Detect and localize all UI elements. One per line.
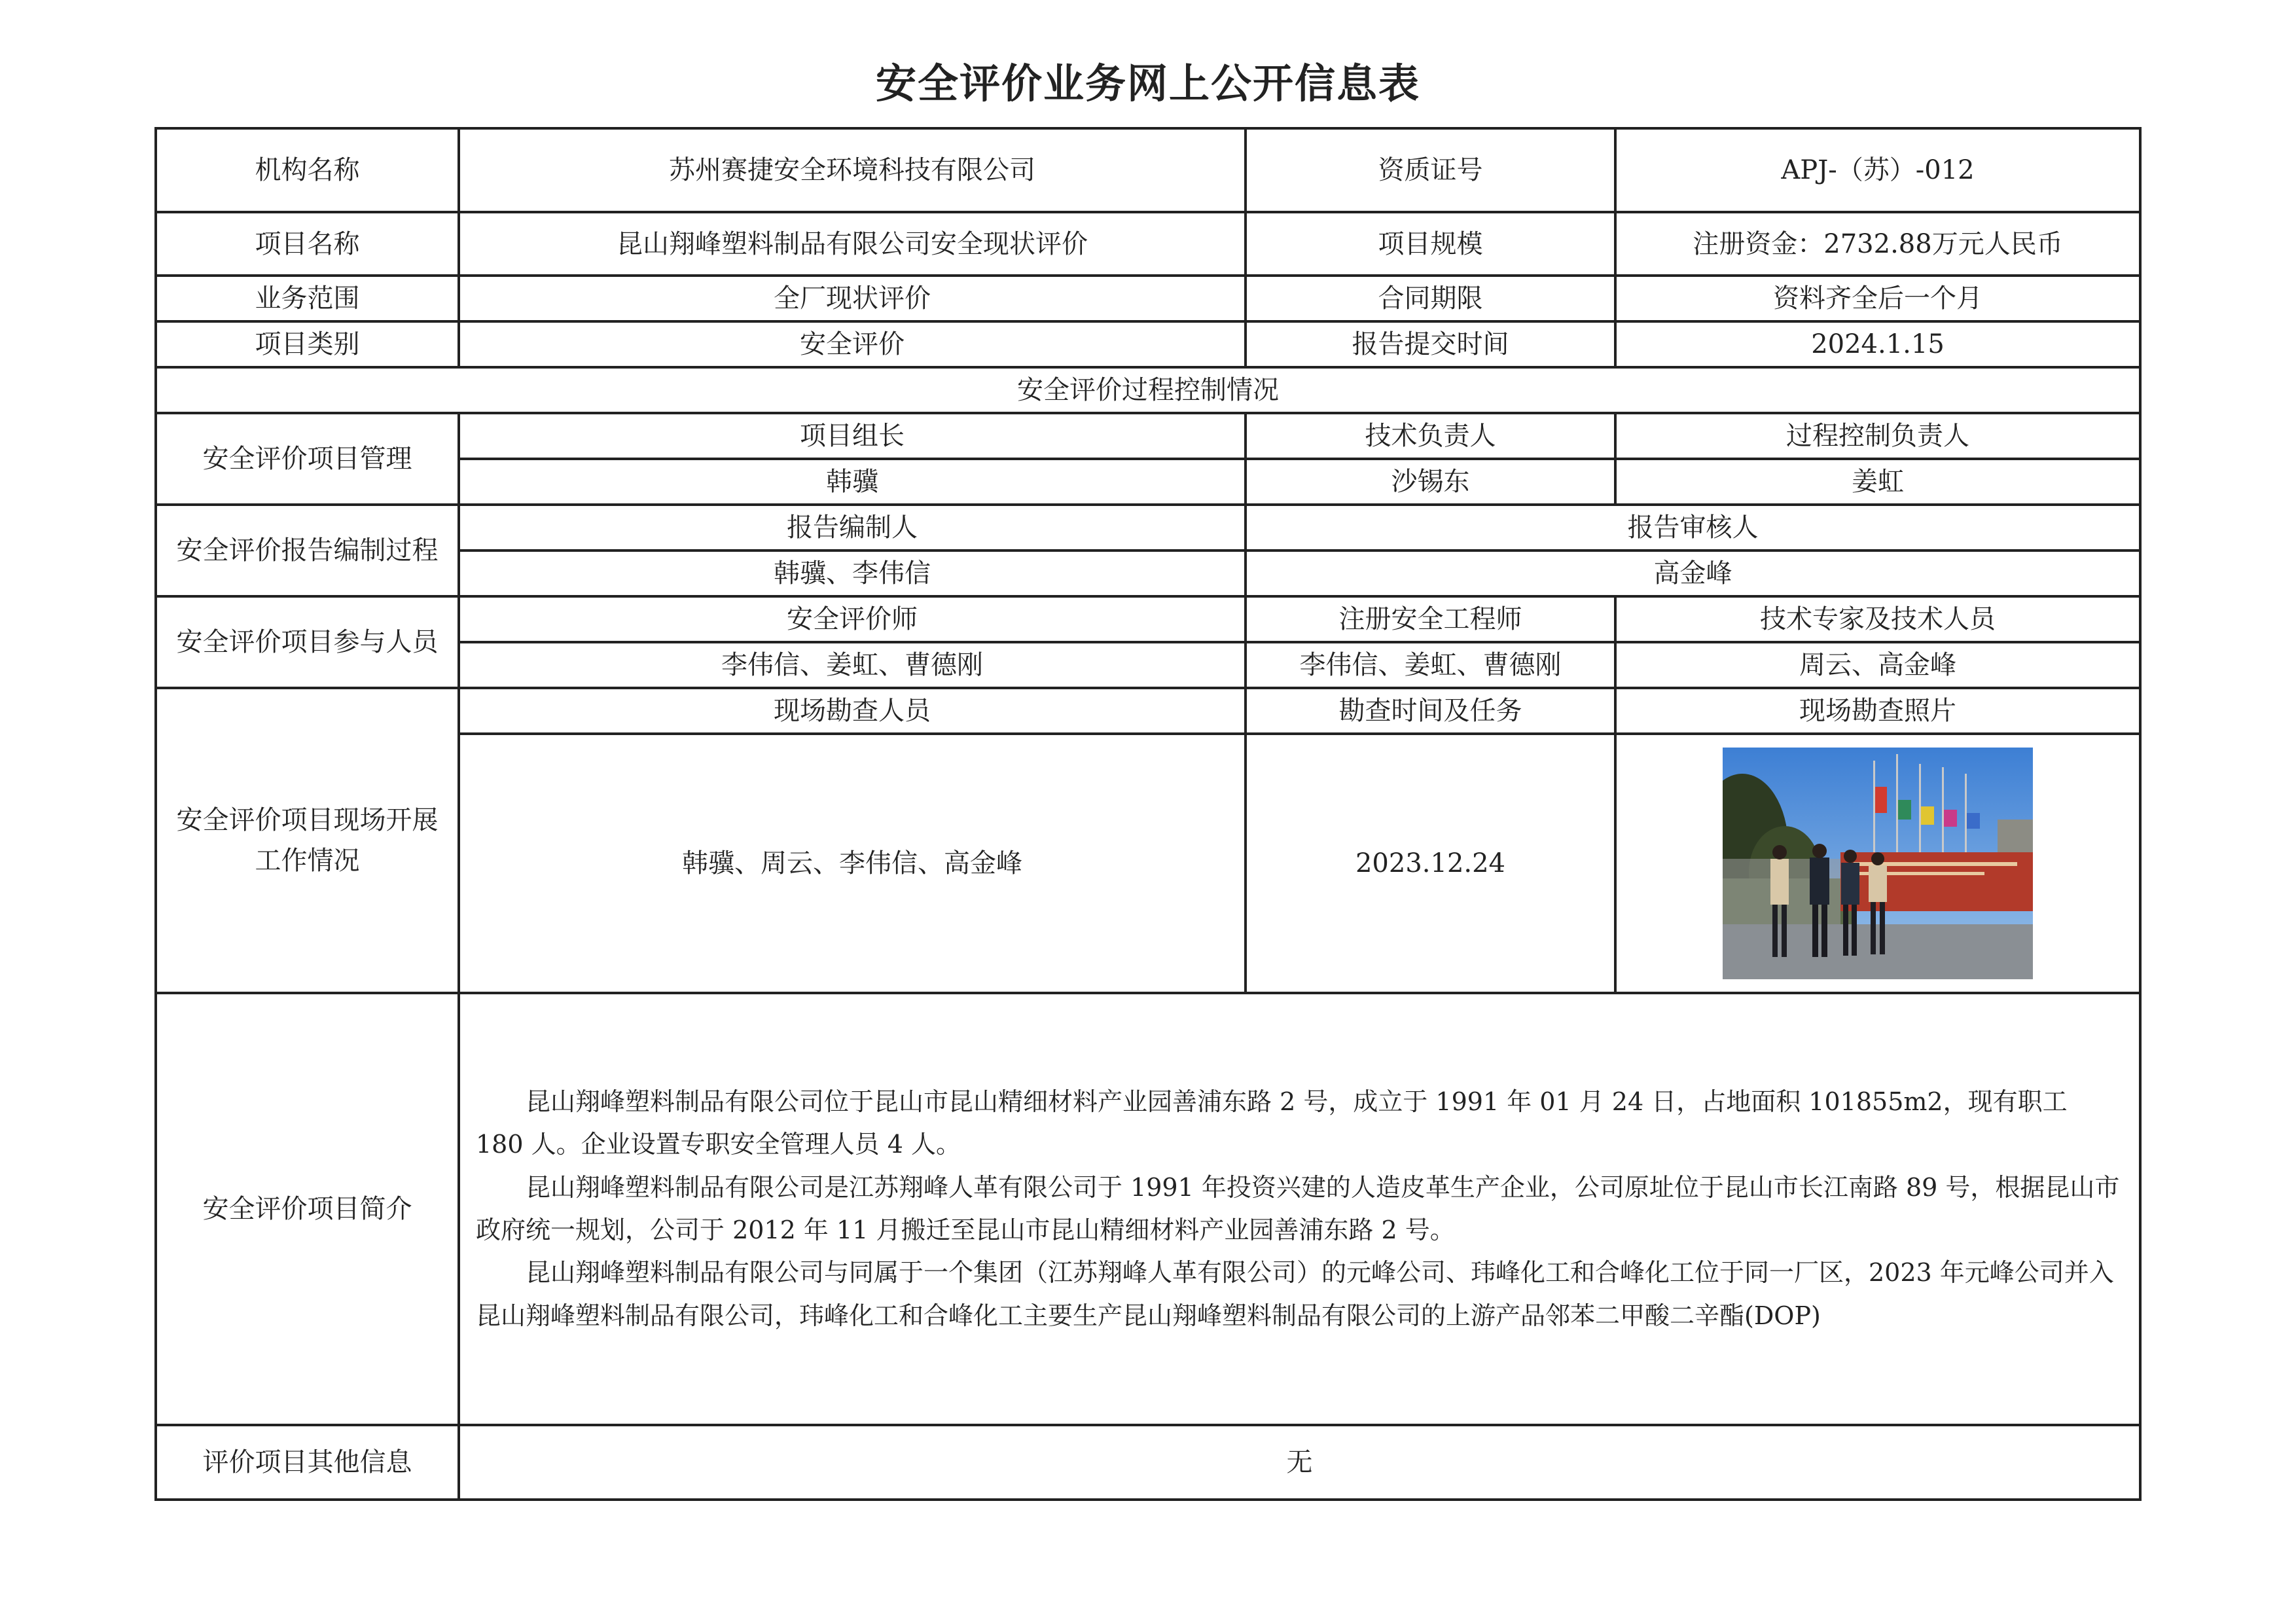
assessor-value: 李伟信、姜虹、曹德刚 (459, 642, 1246, 688)
site-work-label-line2: 工作情况 (255, 846, 360, 876)
report-reviewer-value: 高金峰 (1246, 550, 2140, 596)
project-label: 项目名称 (156, 212, 459, 276)
team-leader-header: 项目组长 (459, 413, 1246, 459)
process-lead-header: 过程控制负责人 (1615, 413, 2140, 459)
tech-lead-value: 沙锡东 (1246, 459, 1615, 505)
org-label: 机构名称 (156, 128, 459, 212)
category-label: 项目类别 (156, 321, 459, 367)
table-row (156, 321, 2140, 367)
process-header: 安全评价过程控制情况 (156, 367, 2140, 413)
table-row (156, 276, 2140, 321)
site-time-header: 勘查时间及任务 (1246, 688, 1615, 734)
table-row (156, 212, 2140, 276)
safety-engineer-value: 李伟信、姜虹、曹德刚 (1246, 642, 1615, 688)
other-info-label: 评价项目其他信息 (156, 1425, 459, 1500)
project-value: 昆山翔峰塑料制品有限公司安全现状评价 (459, 212, 1246, 276)
experts-header: 技术专家及技术人员 (1615, 596, 2140, 642)
management-label: 安全评价项目管理 (156, 413, 459, 505)
participants-label: 安全评价项目参与人员 (156, 596, 459, 688)
table-row (156, 688, 2140, 734)
page-title: 安全评价业务网上公开信息表 (875, 60, 1420, 107)
table-row (156, 505, 2140, 550)
safety-engineer-header: 注册安全工程师 (1246, 596, 1615, 642)
scale-label: 项目规模 (1246, 212, 1615, 276)
category-value: 安全评价 (459, 321, 1246, 367)
site-staff-header: 现场勘查人员 (459, 688, 1246, 734)
process-lead-value: 姜虹 (1615, 459, 2140, 505)
assessor-header: 安全评价师 (459, 596, 1246, 642)
table-row (156, 596, 2140, 642)
intro-paragraph-1: 昆山翔峰塑料制品有限公司位于昆山市昆山精细材料产业园善浦东路 2 号，成立于 1991 年 01 月 24 日，占地面积 101855m2，现有职工 180 人。企业设置专职安全管理人员 4 人。 (476, 1087, 2068, 1159)
org-value: 苏州赛捷安全环境科技有限公司 (459, 128, 1246, 212)
site-time-value: 2023.12.24 (1246, 734, 1615, 993)
intro-paragraph-3: 昆山翔峰塑料制品有限公司与同属于一个集团（江苏翔峰人革有限公司）的元峰公司、玮峰化工和合峰化工位于同一厂区，2023 年元峰公司并入昆山翔峰塑料制品有限公司，玮峰化工和合峰化工主要生产昆山翔峰塑料制品有限公司的上游产品邻苯二甲酸二辛酯(DOP) (476, 1258, 2114, 1330)
intro-paragraph-2: 昆山翔峰塑料制品有限公司是江苏翔峰人革有限公司于 1991 年投资兴建的人造皮革生产企业，公司原址位于昆山市长江南路 89 号，根据昆山市政府统一规划，公司于 2012 年 11 月搬迁至昆山市昆山精细材料产业园善浦东路 2 号。 (476, 1172, 2120, 1244)
table-row (156, 1425, 2140, 1500)
site-photo (1723, 748, 2033, 979)
team-leader-value: 韩骥 (459, 459, 1246, 505)
term-value: 资料齐全后一个月 (1615, 276, 2140, 321)
report-label: 安全评价报告编制过程 (156, 505, 459, 596)
report-reviewer-header: 报告审核人 (1246, 505, 2140, 550)
site-staff-value: 韩骥、周云、李伟信、高金峰 (459, 734, 1246, 993)
submit-value: 2024.1.15 (1615, 321, 2140, 367)
cert-value: APJ-（苏）-012 (1615, 128, 2140, 212)
intro-content (459, 993, 2140, 1425)
report-author-value: 韩骥、李伟信 (459, 550, 1246, 596)
site-work-label (156, 688, 459, 993)
table-row (156, 993, 2140, 1425)
submit-label: 报告提交时间 (1246, 321, 1615, 367)
report-author-header: 报告编制人 (459, 505, 1246, 550)
tech-lead-header: 技术负责人 (1246, 413, 1615, 459)
info-table (154, 127, 2142, 1501)
cert-label: 资质证号 (1246, 128, 1615, 212)
term-label: 合同期限 (1246, 276, 1615, 321)
experts-value: 周云、高金峰 (1615, 642, 2140, 688)
site-photo-cell (1615, 734, 2140, 993)
other-info-value: 无 (459, 1425, 2140, 1500)
table-row (156, 413, 2140, 459)
scale-value: 注册资金：2732.88万元人民币 (1615, 212, 2140, 276)
site-photo-header: 现场勘查照片 (1615, 688, 2140, 734)
scope-value: 全厂现状评价 (459, 276, 1246, 321)
site-work-label-line1: 安全评价项目现场开展 (176, 805, 439, 835)
scope-label: 业务范围 (156, 276, 459, 321)
table-row (156, 367, 2140, 413)
table-row (156, 128, 2140, 212)
intro-label: 安全评价项目简介 (156, 993, 459, 1425)
